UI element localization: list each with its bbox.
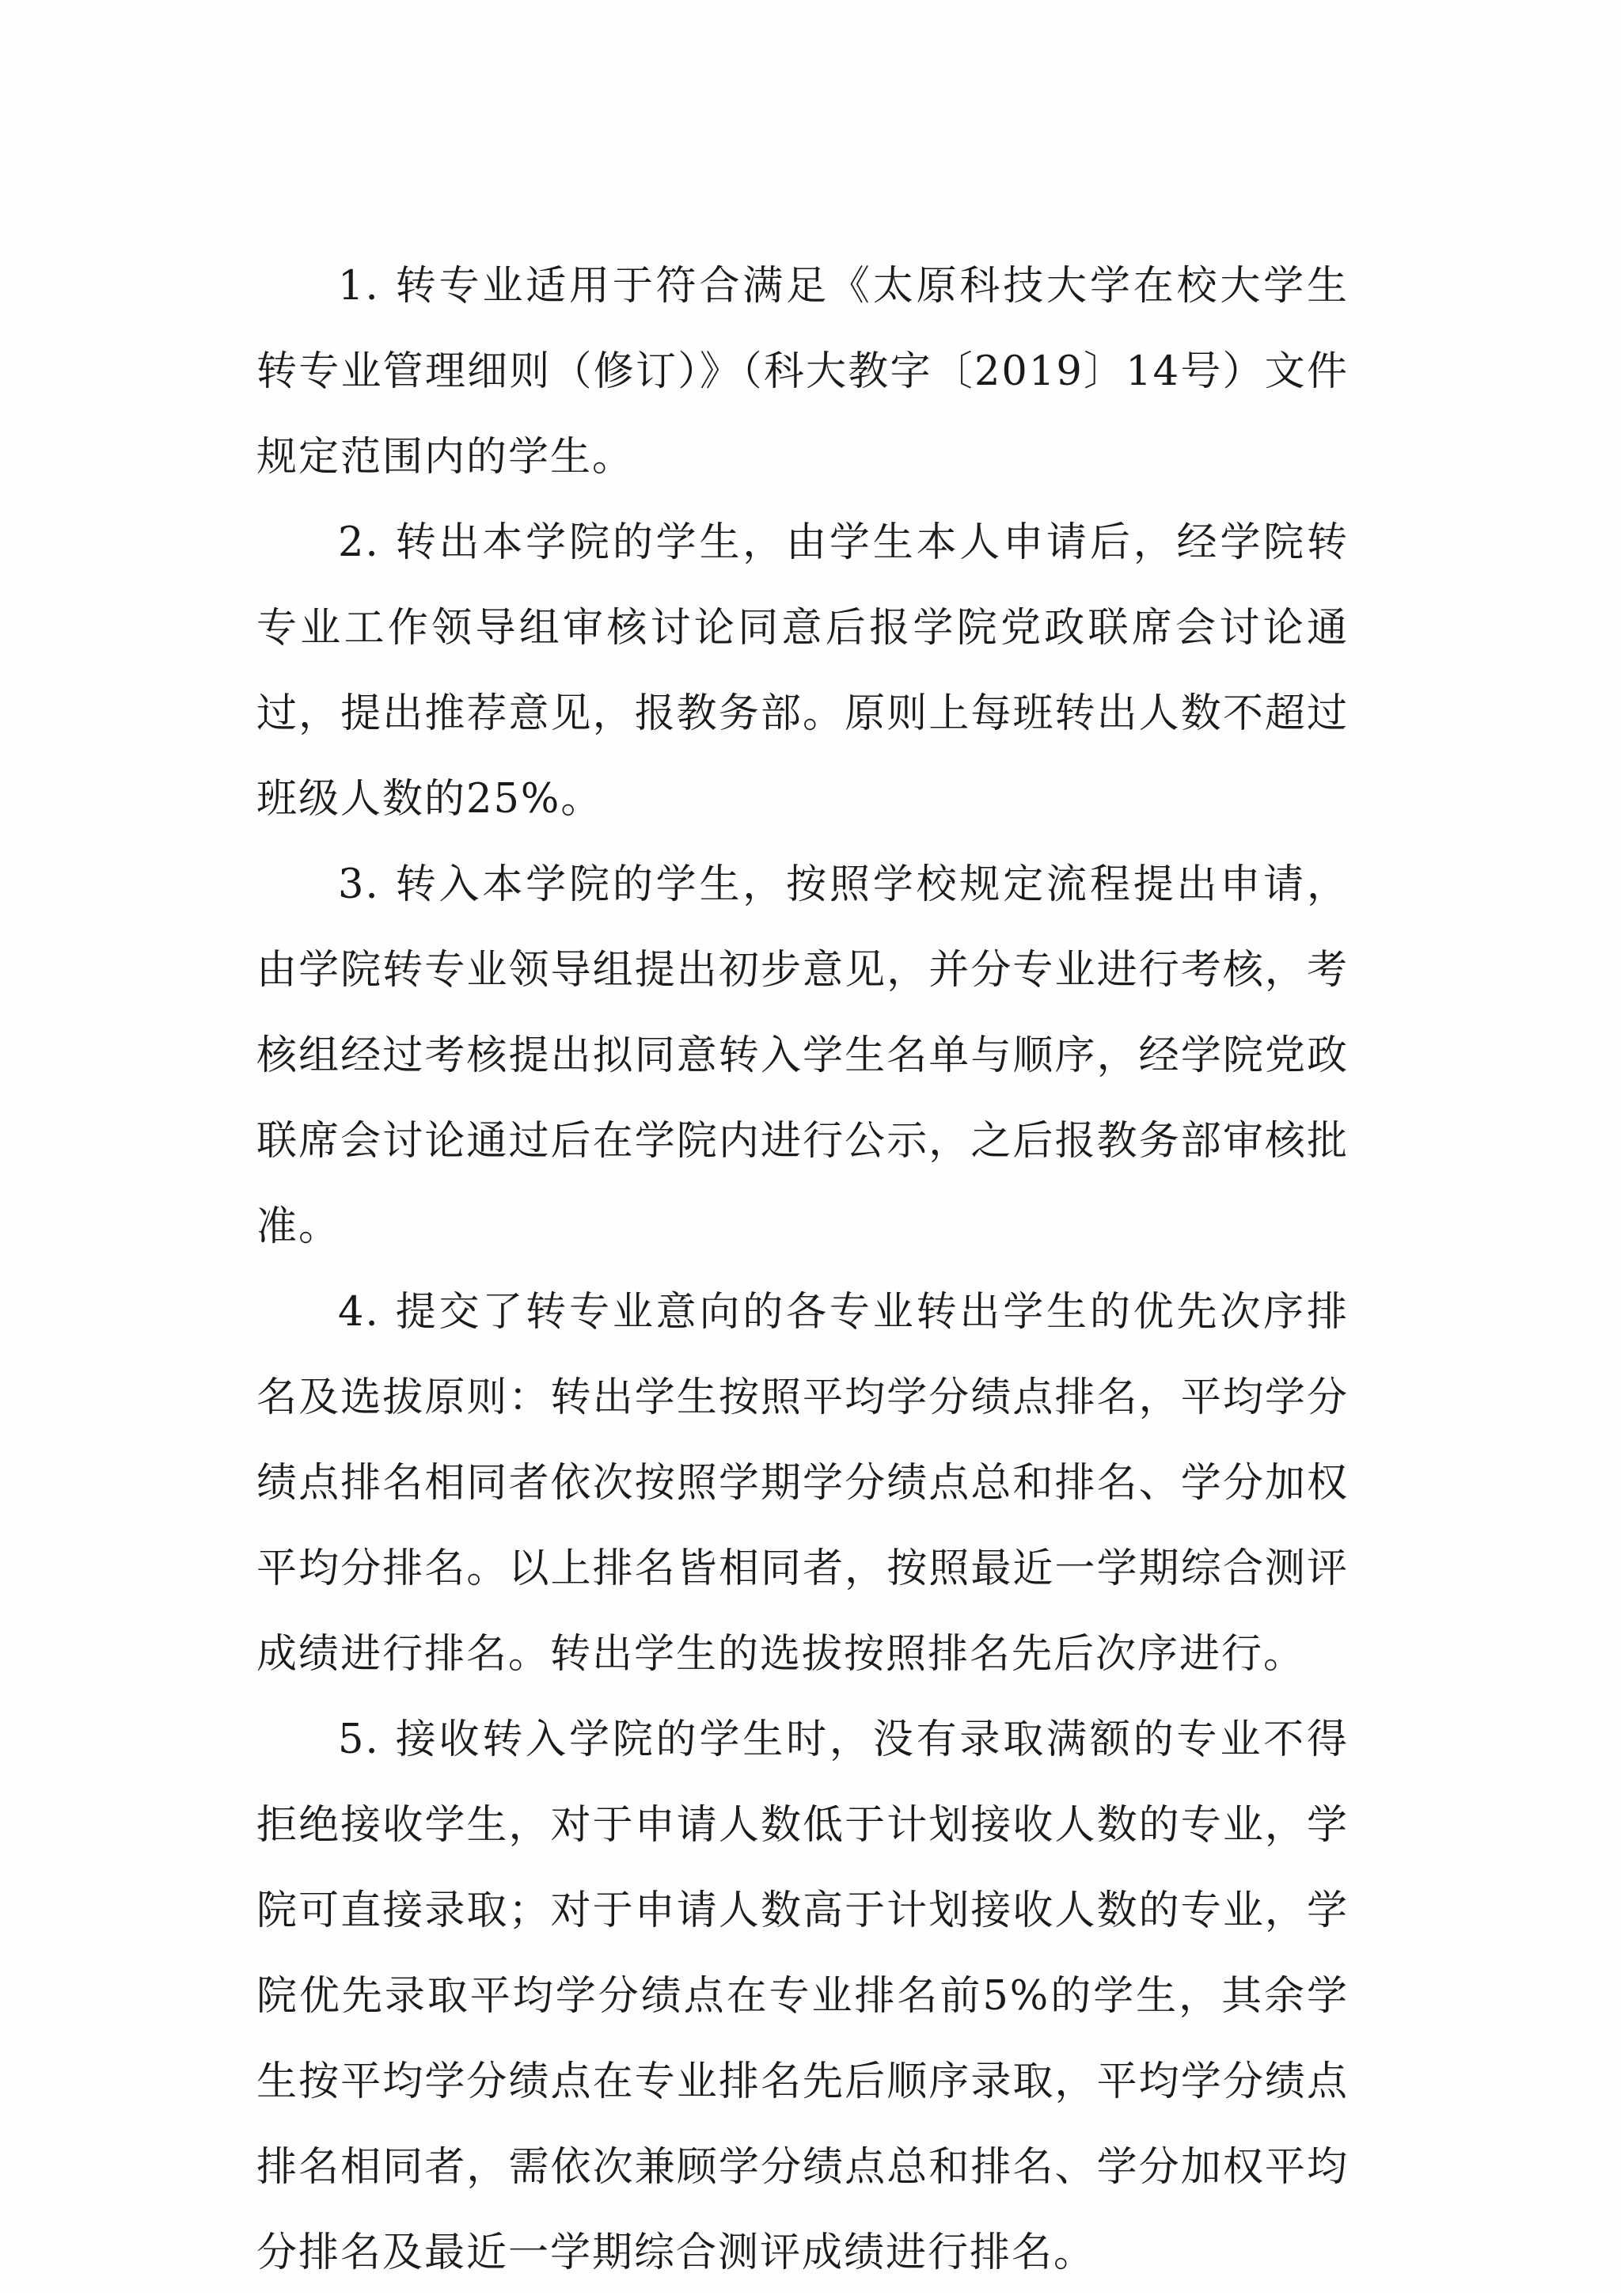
paragraph-4: 4. 提交了转专业意向的各专业转出学生的优先次序排名及选拔原则：转出学生按照平均学分绩点排名，平均学分绩点排名相同者依次按照学期学分绩点总和排名、学分加权平均分排名。以上排名皆相同者，按照最近一学期综合测评成绩进行排名。转出学生的选拔按照排名先后次序进行。 xyxy=(256,1289,1349,1678)
paragraph-2: 2. 转出本学院的学生，由学生本人申请后，经学院转专业工作领导组审核讨论同意后报学院党政联席会讨论通过，提出推荐意见，报教务部。原则上每班转出人数不超过班级人数的25%。 xyxy=(256,519,1349,823)
paragraph-1: 1. 转专业适用于符合满足《太原科技大学在校大学生转专业管理细则（修订）》（科大教字〔2019〕14号）文件规定范围内的学生。 xyxy=(256,263,1349,481)
paragraph-5: 5. 接收转入学院的学生时，没有录取满额的专业不得拒绝接收学生，对于申请人数低于计划接收人数的专业，学院可直接录取；对于申请人数高于计划接收人数的专业，学院优先录取平均学分绩点在专业排名前5%的学生，其余学生按平均学分绩点在专业排名先后顺序录取，平均学分绩点排名相同者，需依次兼顾学分绩点总和排名、学分加权平均分排名及最近一学期综合测评成绩进行排名。 xyxy=(256,1716,1349,2276)
paragraph-3: 3. 转入本学院的学生，按照学校规定流程提出申请，由学院转专业领导组提出初步意见，并分专业进行考核，考核组经过考核提出拟同意转入学生名单与顺序，经学院党政联席会讨论通过后在学院内进行公示，之后报教务部审核批准。 xyxy=(256,861,1349,1250)
document-body xyxy=(256,244,1349,2296)
